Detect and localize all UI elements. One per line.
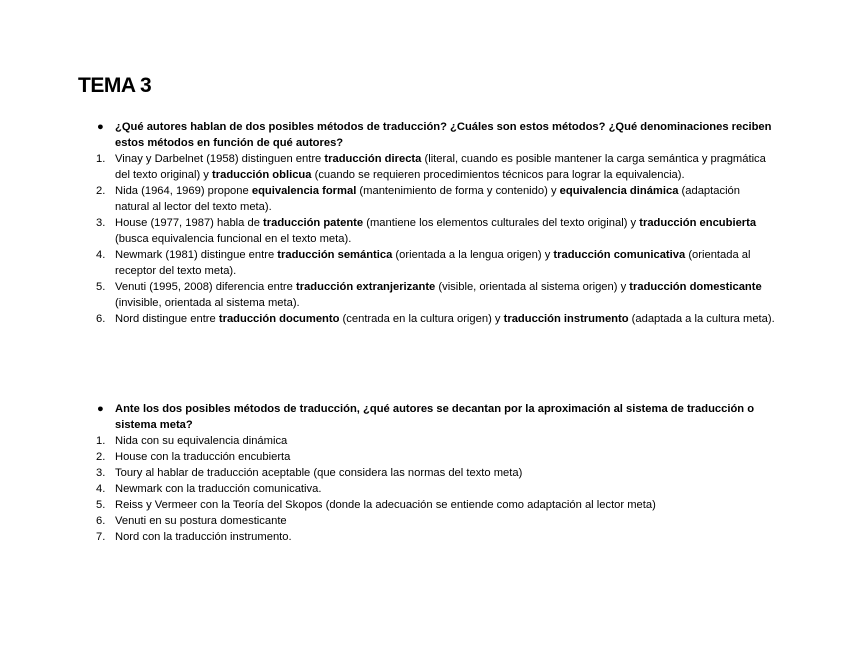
bullet-icon: ●: [97, 403, 104, 415]
list-number: 3.: [96, 217, 106, 229]
item-term: traducción domesticante: [629, 281, 762, 293]
item-text: Newmark con la traducción comunicativa.: [115, 483, 322, 495]
item-term: traducción directa: [324, 153, 422, 165]
list-item: [96, 247, 776, 279]
item-term: traducción encubierta: [639, 217, 757, 229]
list-item: [96, 183, 776, 215]
item-term: equivalencia formal: [251, 185, 357, 197]
list-number: 1.: [96, 153, 106, 165]
section-target-approach: [96, 401, 776, 545]
methods-list: [96, 151, 776, 327]
item-text: House con la traducción encubierta: [115, 451, 291, 463]
item-text: (literal, cuando es posible mantener la carga semántica y pragmática del texto original) y: [115, 153, 766, 181]
item-text: Venuti en su postura domesticante: [115, 515, 287, 527]
list-number: 2.: [96, 451, 106, 463]
list-number: 4.: [96, 249, 106, 261]
item-text: Nord con la traducción instrumento.: [115, 531, 292, 543]
authors-list: [96, 433, 776, 545]
item-text: Newmark (1981) distingue entre: [115, 249, 278, 261]
item-text: (invisible, orientada al sistema meta).: [115, 297, 300, 309]
list-item: [96, 279, 776, 311]
item-text: (mantiene los elementos culturales del texto original) y: [363, 217, 640, 229]
item-term: equivalencia dinámica: [559, 185, 679, 197]
list-item: [96, 151, 776, 183]
item-text: (visible, orientada al sistema origen) y: [435, 281, 630, 293]
list-number: 1.: [96, 435, 106, 447]
list-number: 5.: [96, 499, 106, 511]
list-number: 3.: [96, 467, 106, 479]
list-item: [96, 529, 776, 545]
item-text: Toury al hablar de traducción aceptable (que considera las normas del texto meta): [115, 467, 523, 479]
item-text: Vinay y Darbelnet (1958) distinguen entre: [115, 153, 325, 165]
item-term: traducción oblicua: [212, 169, 312, 181]
list-number: 2.: [96, 185, 106, 197]
item-term: traducción patente: [263, 217, 364, 229]
item-text: (orientada a la lengua origen) y: [392, 249, 554, 261]
item-text: House (1977, 1987) habla de: [115, 217, 264, 229]
list-item: [96, 449, 776, 465]
question-1-text: ¿Qué autores hablan de dos posibles métodos de traducción? ¿Cuáles son estos métodos? ¿Qué denominaciones reciben estos métodos en función de qué autores?: [115, 121, 772, 149]
list-item: [96, 433, 776, 449]
item-text: Reiss y Vermeer con la Teoría del Skopos (donde la adecuación se entiende como adaptación al lector meta): [115, 499, 656, 511]
item-term: traducción semántica: [277, 249, 393, 261]
item-text: (orientada al receptor del texto meta).: [115, 249, 751, 277]
item-term: traducción comunicativa: [553, 249, 686, 261]
item-text: (adaptada a la cultura meta).: [628, 313, 775, 325]
question-2: [96, 401, 776, 433]
list-number: 6.: [96, 313, 106, 325]
list-item: [96, 311, 776, 327]
list-number: 5.: [96, 281, 106, 293]
item-term: traducción documento: [218, 313, 340, 325]
item-text: (cuando se requieren procedimientos técnicos para lograr la equivalencia).: [311, 169, 685, 181]
item-text: (centrada en la cultura origen) y: [339, 313, 504, 325]
item-text: Venuti (1995, 2008) diferencia entre: [115, 281, 296, 293]
item-text: (mantenimiento de forma y contenido) y: [356, 185, 560, 197]
question-1: [96, 119, 776, 151]
bullet-icon: ●: [97, 121, 104, 133]
list-number: 6.: [96, 515, 106, 527]
item-text: Nida con su equivalencia dinámica: [115, 435, 288, 447]
list-item: [96, 465, 776, 481]
list-item: [96, 513, 776, 529]
item-text: (adaptación natural al lector del texto meta).: [115, 185, 740, 213]
item-term: traducción extranjerizante: [296, 281, 436, 293]
list-item: [96, 215, 776, 247]
item-text: Nida (1964, 1969) propone: [115, 185, 252, 197]
page-title: TEMA 3: [78, 74, 152, 97]
list-number: 4.: [96, 483, 106, 495]
item-term: traducción instrumento: [503, 313, 629, 325]
item-text: (busca equivalencia funcional en el texto meta).: [115, 233, 352, 245]
item-text: Nord distingue entre: [115, 313, 219, 325]
section-methods: [96, 119, 776, 327]
list-number: 7.: [96, 531, 106, 543]
list-item: [96, 497, 776, 513]
question-2-text: Ante los dos posibles métodos de traducción, ¿qué autores se decantan por la aproximación al sistema de traducción o sistema meta?: [115, 403, 755, 431]
list-item: [96, 481, 776, 497]
